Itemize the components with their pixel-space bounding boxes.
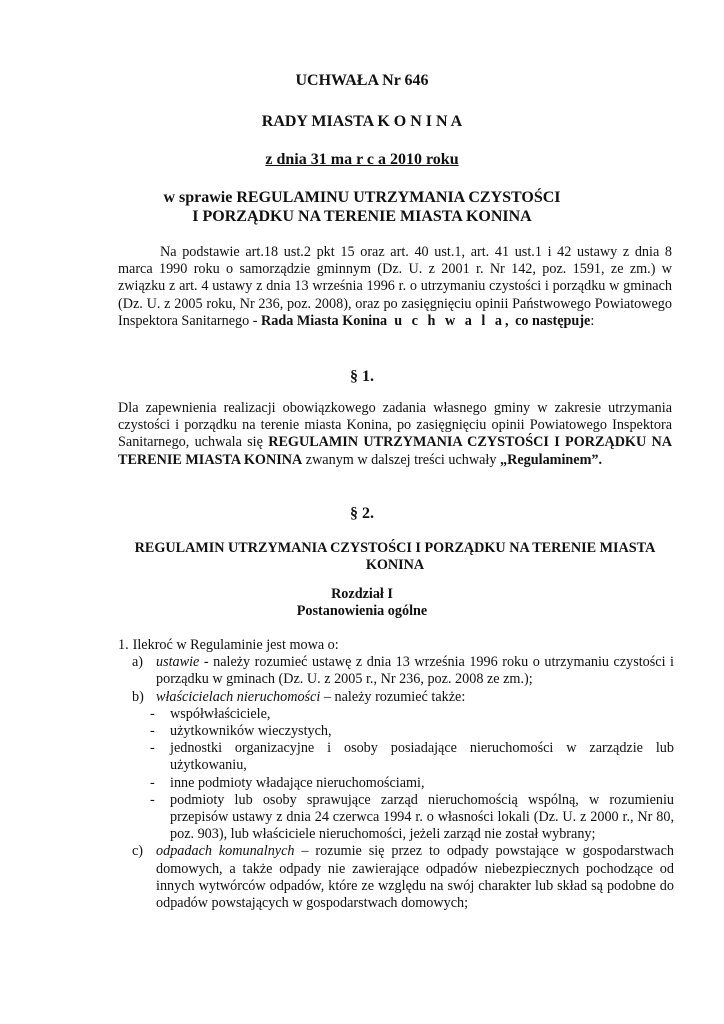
dash-bullet: -: [150, 705, 155, 722]
definition-b: – należy rozumieć także:: [320, 688, 466, 705]
sub-list-item: [118, 792, 674, 844]
item-label-c: c): [132, 843, 144, 860]
dash-bullet: -: [150, 774, 155, 791]
item-text-a: [156, 654, 674, 688]
list-item: [118, 689, 674, 706]
sub-item-text: inne podmioty władające nieruchomościami,: [170, 774, 425, 791]
definitions-list: [118, 637, 674, 912]
sub-item-text: użytkowników wieczystych,: [170, 723, 332, 740]
sub-item-text: podmioty lub osoby sprawujące zarząd nieruchomością wspólną, w rozumieniu przepisów ustawy z dnia 24 czerwca 1994 r. o własności lokali (Dz. U. z 2000 r., Nr 80, poz. 903), lub właściciele nieruchomości, jeżeli zarząd nie został wybrany;: [170, 791, 674, 843]
item-label-a: a): [132, 654, 144, 671]
legal-basis-paragraph: [118, 244, 672, 330]
list-item: [118, 637, 674, 654]
section-1-text-mid: zwanym w dalszej treści uchwały: [302, 451, 500, 468]
chapter-title: Postanowienia ogólne: [296, 603, 428, 620]
sub-item-text: jednostki organizacyjne i osoby posiadające nieruchomości w zarządzie lub użytkowaniu,: [170, 740, 674, 774]
section-1-regulation-alias: „Regulaminem”.: [500, 451, 603, 468]
sub-list-item: [118, 723, 674, 740]
chapter-heading: [0, 586, 724, 620]
resolution-number: UCHWAŁA Nr 646: [295, 72, 429, 89]
dash-bullet: -: [150, 723, 155, 740]
council-bold: Rada Miasta Konina: [261, 312, 388, 329]
item-number: 1.: [118, 637, 129, 653]
definition-a: - należy rozumieć ustawę z dnia 13 września 1996 roku o utrzymaniu czystości i porządku w gminach (Dz. U. z 2005 r., Nr 236, poz. 2008 ze zm.);: [156, 654, 674, 688]
as-follows: co następuje: [515, 312, 591, 329]
item-text: Ilekroć w Regulaminie jest mowa o:: [132, 637, 339, 653]
chapter-number: Rozdział I: [331, 586, 393, 602]
term-municipal-waste: odpadach komunalnych: [156, 843, 295, 860]
section-1-regulation-name: REGULAMIN UTRZYMANIA CZYSTOŚCI I PORZĄDKU NA TERENIE MIASTA KONINA: [118, 434, 672, 468]
list-item: [118, 654, 674, 688]
sub-list-item: [118, 775, 674, 792]
subject-line-1: w sprawie REGULAMINU UTRZYMANIA CZYSTOŚCI: [163, 189, 561, 206]
colon: :: [590, 312, 595, 329]
resolves-spaced: u c h w a l a,: [394, 312, 512, 329]
legal-basis-text: Na podstawie art.18 ust.2 pkt 15 oraz art. 40 ust.1, art. 41 ust.1 i 42 ustawy z dnia 8 marca 1990 roku o samorządzie gminnym (Dz. U. z 2001 r. Nr 142, poz. 1591, ze zm.) w związku z art. 4 ustawy z dnia 13 września 1996 r. o utrzymaniu czystości i porządku w gminach (Dz. U. z 2005 roku, Nr 236, poz. 2008), oraz po zasięgnięciu opinii Państwowego Powiatowego Inspektora Sanitarnego -: [118, 244, 672, 329]
subject-line-2: I PORZĄDKU NA TERENIE MIASTA KONINA: [192, 208, 532, 225]
council-name: RADY MIASTA K O N I N A: [261, 113, 463, 130]
resolution-subject: [0, 188, 724, 226]
section-1-heading: § 1.: [350, 368, 374, 385]
list-item: [118, 843, 674, 912]
dash-bullet: -: [150, 740, 155, 757]
item-text-b: [156, 689, 674, 706]
term-ustawie: ustawie: [156, 654, 200, 671]
term-owners: właścicielach nieruchomości: [156, 688, 321, 705]
dash-bullet: -: [150, 791, 155, 808]
regulation-title: REGULAMIN UTRZYMANIA CZYSTOŚCI I PORZĄDKU NA TERENIE MIASTA KONINA: [134, 540, 656, 574]
item-text-c: [156, 843, 674, 912]
item-label-b: b): [132, 688, 144, 705]
definition-c: – rozumie się przez to odpady powstające w gospodarstwach domowych, a także odpady nie zawierające odpadów niebezpiecznych pochodzące od innych wytwórców odpadów, które ze względu na swój charakter lub skład są podobne do odpadów powstających w gospodarstwach domowych;: [156, 843, 674, 912]
section-2-heading: § 2.: [350, 505, 374, 522]
sub-list-item: [118, 740, 674, 774]
section-1-paragraph: [118, 400, 672, 469]
sub-item-text: współwłaściciele,: [170, 705, 271, 722]
resolution-date: z dnia 31 ma r c a 2010 roku: [265, 151, 459, 168]
sub-list-item: [118, 706, 674, 723]
section-1-text-start: Dla zapewnienia realizacji obowiązkowego zadania własnego gminy w zakresie utrzymania czystości i porządku na terenie miasta Konina, po zasięgnięciu opinii Powiatowego Inspektora Sanitarnego, uchwala się: [118, 400, 672, 451]
